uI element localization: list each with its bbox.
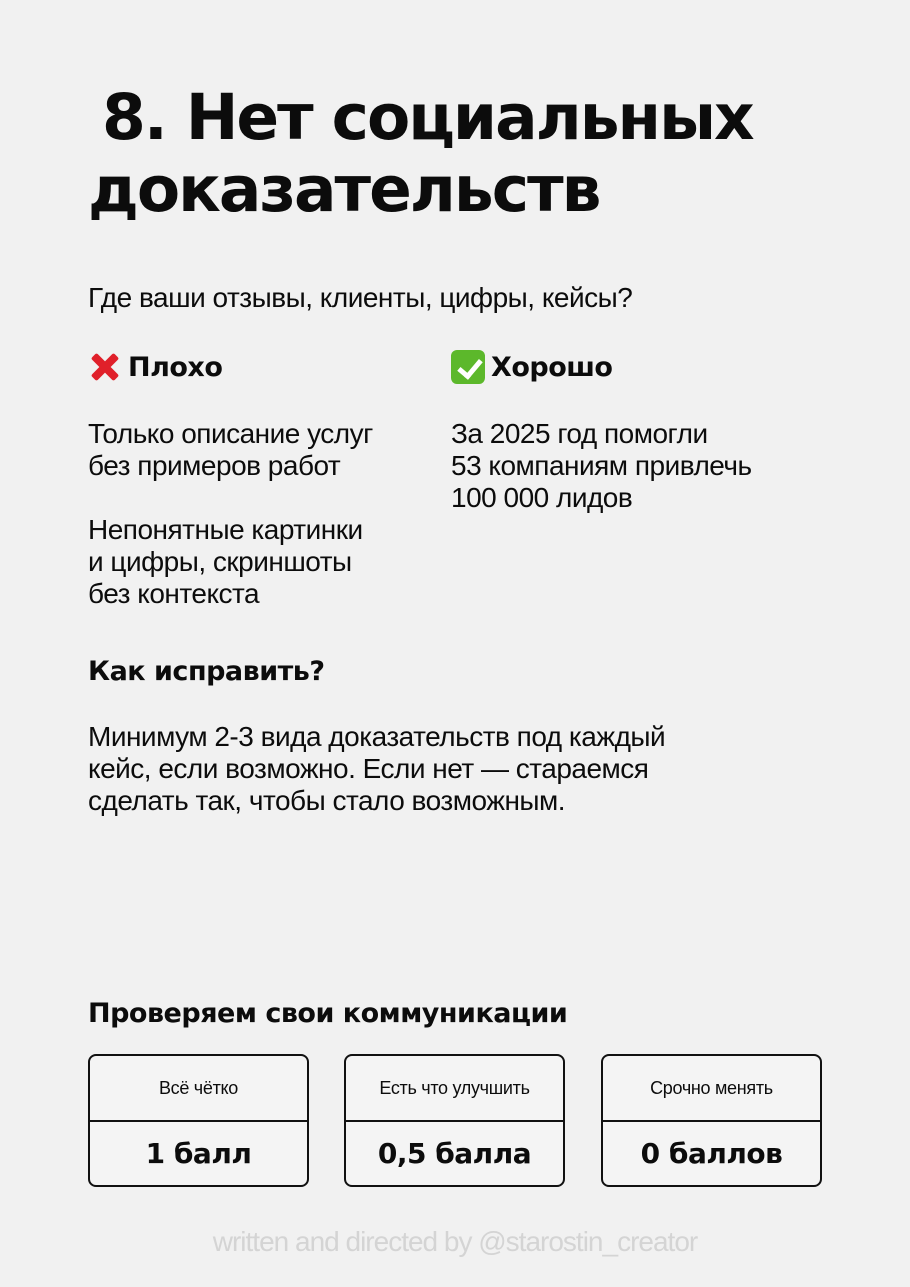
title-line-2: доказательств bbox=[88, 153, 600, 226]
score-card-change bbox=[601, 1054, 822, 1187]
score-card-value: 1 балл bbox=[145, 1137, 252, 1170]
good-example-1-line: 100 000 лидов bbox=[451, 482, 633, 513]
score-card-label: Есть что улучшить bbox=[346, 1056, 563, 1122]
fix-body-line: Минимум 2-3 вида доказательств под каждый bbox=[88, 721, 666, 752]
good-heading bbox=[451, 350, 612, 384]
fix-body bbox=[88, 721, 665, 817]
footer-credit: written and directed by @starostin_creator bbox=[212, 1226, 698, 1257]
fix-heading: Как исправить? bbox=[88, 656, 325, 687]
bad-example-1-line: без примеров работ bbox=[88, 450, 341, 481]
score-card-value: 0 баллов bbox=[640, 1137, 783, 1170]
bad-example-1-line: Только описание услуг bbox=[88, 418, 373, 449]
score-card-value: 0,5 балла bbox=[377, 1137, 532, 1170]
intro-question: Где ваши отзывы, клиенты, цифры, кейсы? bbox=[88, 282, 633, 313]
good-example-1-line: 53 компаниям привлечь bbox=[451, 450, 752, 481]
good-example-1-line: За 2025 год помогли bbox=[451, 418, 708, 449]
good-example-1 bbox=[451, 418, 752, 514]
fix-body-line: кейс, если возможно. Если нет — стараемся bbox=[88, 753, 649, 784]
bad-example-1 bbox=[88, 418, 373, 482]
score-card-label: Срочно менять bbox=[603, 1056, 820, 1122]
bad-example-2-line: Непонятные картинки bbox=[88, 514, 363, 545]
score-card-label: Всё чётко bbox=[90, 1056, 307, 1122]
score-card-improve bbox=[344, 1054, 565, 1187]
check-mark-icon bbox=[451, 350, 485, 384]
bad-label: Плохо bbox=[128, 351, 223, 383]
title-line-1: 8. Нет социальных bbox=[102, 81, 753, 154]
fix-body-line: сделать так, чтобы стало возможным. bbox=[88, 785, 566, 816]
cross-mark-icon bbox=[88, 350, 122, 384]
good-label: Хорошо bbox=[491, 351, 613, 383]
page-title bbox=[88, 82, 888, 226]
score-card-clear bbox=[88, 1054, 309, 1187]
bad-example-2-line: и цифры, скриншоты bbox=[88, 546, 352, 577]
bad-example-2-line: без контекста bbox=[88, 578, 260, 609]
bad-heading bbox=[88, 350, 222, 384]
bad-example-2 bbox=[88, 514, 363, 610]
check-heading: Проверяем свои коммуникации bbox=[88, 998, 568, 1029]
score-cards bbox=[88, 1054, 822, 1187]
